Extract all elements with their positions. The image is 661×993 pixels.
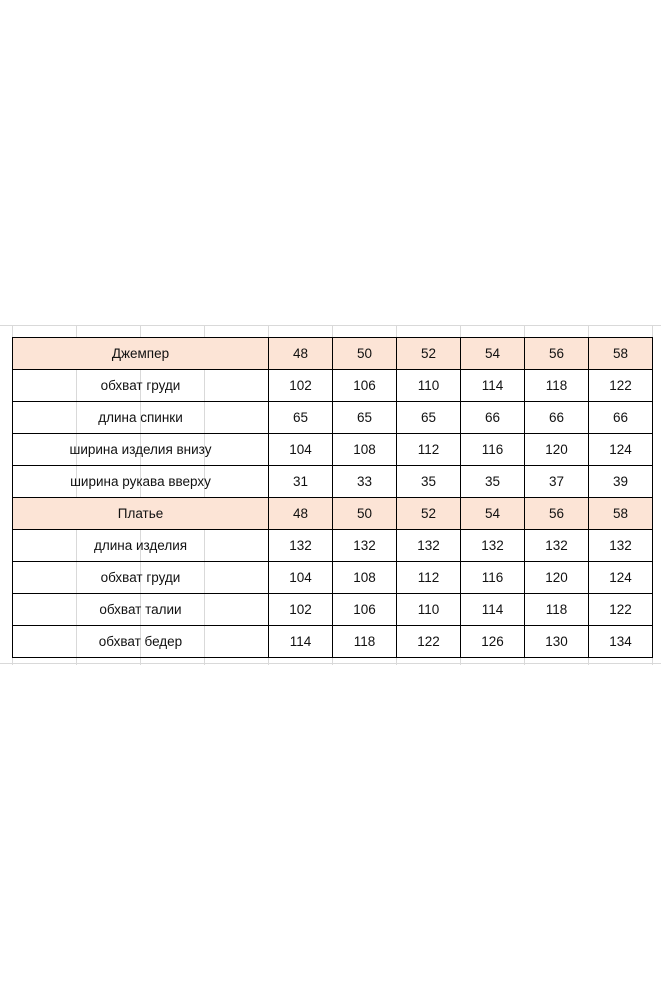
table-row (13, 434, 653, 466)
value-cell[interactable]: 33 (333, 466, 397, 498)
value-cell[interactable]: 122 (397, 626, 461, 658)
value-cell[interactable]: 104 (269, 562, 333, 594)
value-cell[interactable]: 66 (461, 402, 525, 434)
value-cell[interactable]: 124 (589, 562, 653, 594)
measurement-label-cell[interactable]: длина изделия (13, 530, 269, 562)
size-header-cell[interactable]: 50 (333, 338, 397, 370)
table-row (13, 594, 653, 626)
value-cell[interactable]: 132 (461, 530, 525, 562)
value-cell[interactable]: 35 (461, 466, 525, 498)
gridline-bottom (0, 663, 661, 664)
value-cell[interactable]: 66 (589, 402, 653, 434)
value-cell[interactable]: 116 (461, 434, 525, 466)
value-cell[interactable]: 102 (269, 594, 333, 626)
measurement-label-cell[interactable]: обхват груди (13, 370, 269, 402)
value-cell[interactable]: 130 (525, 626, 589, 658)
value-cell[interactable]: 118 (333, 626, 397, 658)
table-row (13, 370, 653, 402)
size-header-cell[interactable]: 58 (589, 338, 653, 370)
value-cell[interactable]: 106 (333, 594, 397, 626)
size-header-cell[interactable]: 50 (333, 498, 397, 530)
value-cell[interactable]: 132 (397, 530, 461, 562)
value-cell[interactable]: 116 (461, 562, 525, 594)
size-header-cell[interactable]: 52 (397, 338, 461, 370)
measurement-label-cell[interactable]: ширина изделия внизу (13, 434, 269, 466)
table-row (13, 626, 653, 658)
value-cell[interactable]: 132 (525, 530, 589, 562)
section-header-row (13, 338, 653, 370)
value-cell[interactable]: 132 (269, 530, 333, 562)
measurement-label-cell[interactable]: обхват талии (13, 594, 269, 626)
value-cell[interactable]: 37 (525, 466, 589, 498)
size-header-cell[interactable]: 56 (525, 498, 589, 530)
value-cell[interactable]: 124 (589, 434, 653, 466)
measurement-label-cell[interactable]: обхват бедер (13, 626, 269, 658)
value-cell[interactable]: 102 (269, 370, 333, 402)
value-cell[interactable]: 114 (269, 626, 333, 658)
measurement-label-cell[interactable]: ширина рукава вверху (13, 466, 269, 498)
table-row (13, 562, 653, 594)
section-title-cell[interactable]: Джемпер (13, 338, 269, 370)
table-row (13, 402, 653, 434)
section-title-cell[interactable]: Платье (13, 498, 269, 530)
value-cell[interactable]: 39 (589, 466, 653, 498)
value-cell[interactable]: 108 (333, 562, 397, 594)
value-cell[interactable]: 112 (397, 434, 461, 466)
size-header-cell[interactable]: 54 (461, 498, 525, 530)
size-header-cell[interactable]: 48 (269, 338, 333, 370)
value-cell[interactable]: 132 (589, 530, 653, 562)
value-cell[interactable]: 65 (397, 402, 461, 434)
value-cell[interactable]: 118 (525, 370, 589, 402)
spreadsheet-area (0, 325, 661, 665)
size-header-cell[interactable]: 58 (589, 498, 653, 530)
size-header-cell[interactable]: 52 (397, 498, 461, 530)
value-cell[interactable]: 120 (525, 562, 589, 594)
size-header-cell[interactable]: 56 (525, 338, 589, 370)
value-cell[interactable]: 126 (461, 626, 525, 658)
value-cell[interactable]: 65 (269, 402, 333, 434)
value-cell[interactable]: 134 (589, 626, 653, 658)
section-header-row (13, 498, 653, 530)
table-row (13, 530, 653, 562)
value-cell[interactable]: 104 (269, 434, 333, 466)
value-cell[interactable]: 122 (589, 370, 653, 402)
size-chart-table (12, 337, 653, 658)
value-cell[interactable]: 65 (333, 402, 397, 434)
value-cell[interactable]: 108 (333, 434, 397, 466)
value-cell[interactable]: 122 (589, 594, 653, 626)
value-cell[interactable]: 114 (461, 594, 525, 626)
value-cell[interactable]: 132 (333, 530, 397, 562)
value-cell[interactable]: 110 (397, 370, 461, 402)
value-cell[interactable]: 106 (333, 370, 397, 402)
size-header-cell[interactable]: 48 (269, 498, 333, 530)
value-cell[interactable]: 120 (525, 434, 589, 466)
gridline-top (0, 325, 661, 326)
value-cell[interactable]: 66 (525, 402, 589, 434)
value-cell[interactable]: 35 (397, 466, 461, 498)
value-cell[interactable]: 31 (269, 466, 333, 498)
value-cell[interactable]: 112 (397, 562, 461, 594)
table-row (13, 466, 653, 498)
size-header-cell[interactable]: 54 (461, 338, 525, 370)
value-cell[interactable]: 118 (525, 594, 589, 626)
value-cell[interactable]: 110 (397, 594, 461, 626)
value-cell[interactable]: 114 (461, 370, 525, 402)
measurement-label-cell[interactable]: длина спинки (13, 402, 269, 434)
measurement-label-cell[interactable]: обхват груди (13, 562, 269, 594)
